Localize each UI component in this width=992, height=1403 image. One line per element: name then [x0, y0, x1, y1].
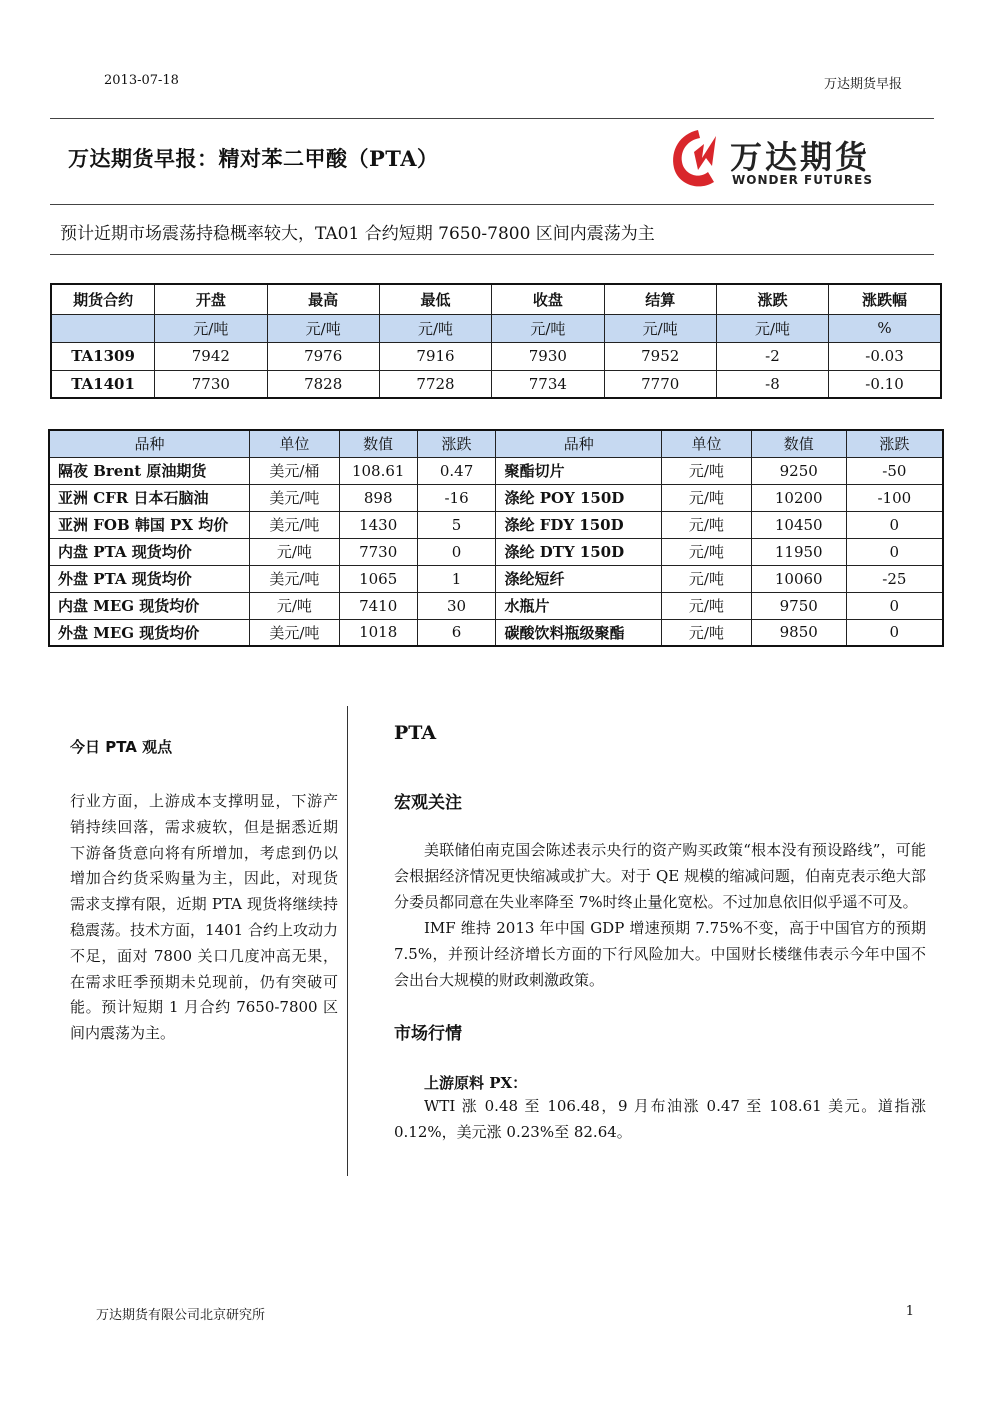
table-cell: 7828: [267, 370, 379, 398]
product-name: 碳酸饮料瓶级聚酯: [496, 619, 662, 646]
product-name: 涤纶 DTY 150D: [496, 538, 662, 565]
spot-header-row: [49, 430, 943, 457]
col-header: 涨跌: [417, 430, 496, 457]
table-cell: -50: [846, 457, 943, 484]
table-row: [49, 619, 943, 646]
product-name: 内盘 PTA 现货均价: [49, 538, 249, 565]
table-cell: -25: [846, 565, 943, 592]
table-cell: 6: [417, 619, 496, 646]
table-cell: 7730: [339, 538, 417, 565]
table-cell: 7942: [155, 342, 267, 370]
product-name: 外盘 PTA 现货均价: [49, 565, 249, 592]
macro-paragraph: IMF 维持 2013 年中国 GDP 增速预期 7.75%不变，高于中国官方的预期 7.5%，并预计经济增长方面的下行风险加大。中国财长楼继伟表示今年中国不会出台大规模的财政刺激政策。: [394, 919, 926, 989]
futures-header-row: [51, 284, 941, 314]
contract-code: TA1309: [51, 342, 155, 370]
table-cell: 元/吨: [662, 619, 752, 646]
table-cell: 元/吨: [249, 592, 339, 619]
unit-cell: 元/吨: [604, 314, 716, 342]
col-header: 品种: [496, 430, 662, 457]
col-header: 单位: [662, 430, 752, 457]
table-cell: 7976: [267, 342, 379, 370]
upstream-subheading: 上游原料 PX：: [424, 1074, 528, 1092]
table-row: [49, 538, 943, 565]
table-row: [49, 565, 943, 592]
contract-code: TA1401: [51, 370, 155, 398]
col-header: 最高: [267, 284, 379, 314]
table-cell: 元/吨: [662, 484, 752, 511]
footer-company: 万达期货有限公司北京研究所: [96, 1308, 266, 1323]
table-cell: 美元/吨: [249, 619, 339, 646]
product-name: 聚酯切片: [496, 457, 662, 484]
table-cell: 10450: [751, 511, 846, 538]
product-name: 涤纶短纤: [496, 565, 662, 592]
col-header: 结算: [604, 284, 716, 314]
wonder-logo-icon: [668, 126, 728, 192]
macro-paragraph: 美联储伯南克国会陈述表示央行的资产购买政策“根本没有预设路线”，可能会根据经济情况更快缩减或扩大。对于 QE 规模的缩减问题，伯南克表示绝大部分委员都同意在失业率降至 7%时终止量化宽松。不过加息依旧似乎遥不可及。: [394, 841, 926, 911]
page-title: 万达期货早报：精对苯二甲酸（PTA）: [68, 146, 439, 171]
unit-cell: %: [829, 314, 941, 342]
unit-cell: 元/吨: [716, 314, 828, 342]
table-cell: 7734: [492, 370, 604, 398]
table-cell: 元/吨: [662, 538, 752, 565]
product-name: 亚洲 CFR 日本石脑油: [49, 484, 249, 511]
title-divider: [50, 204, 934, 205]
col-header: 开盘: [155, 284, 267, 314]
table-row: [49, 457, 943, 484]
product-name: 涤纶 POY 150D: [496, 484, 662, 511]
unit-cell: 元/吨: [379, 314, 491, 342]
table-cell: 元/吨: [662, 457, 752, 484]
table-cell: 7930: [492, 342, 604, 370]
table-cell: 30: [417, 592, 496, 619]
table-row: [49, 511, 943, 538]
table-cell: -16: [417, 484, 496, 511]
table-row: [49, 592, 943, 619]
table-cell: -8: [716, 370, 828, 398]
table-cell: -0.10: [829, 370, 941, 398]
report-date: 2013-07-18: [104, 73, 179, 88]
spot-price-table: [48, 429, 944, 647]
table-cell: 10060: [751, 565, 846, 592]
table-cell: 美元/吨: [249, 484, 339, 511]
product-name: 涤纶 FDY 150D: [496, 511, 662, 538]
col-header: 期货合约: [51, 284, 155, 314]
header-divider: [50, 118, 934, 119]
table-cell: 1430: [339, 511, 417, 538]
table-cell: 9750: [751, 592, 846, 619]
col-header: 单位: [249, 430, 339, 457]
product-name: 外盘 MEG 现货均价: [49, 619, 249, 646]
table-cell: 元/吨: [662, 565, 752, 592]
summary-divider: [50, 254, 934, 255]
table-row: [49, 484, 943, 511]
unit-cell: 元/吨: [155, 314, 267, 342]
table-cell: 元/吨: [662, 592, 752, 619]
logo-chinese-text: 万达期货: [730, 138, 871, 176]
table-cell: 1018: [339, 619, 417, 646]
col-header: 最低: [379, 284, 491, 314]
table-cell: 美元/吨: [249, 511, 339, 538]
company-logo: [668, 124, 898, 194]
table-cell: 1: [417, 565, 496, 592]
logo-english-text: WONDER FUTURES: [732, 173, 874, 187]
table-cell: 108.61: [339, 457, 417, 484]
table-cell: 10200: [751, 484, 846, 511]
table-cell: 元/吨: [662, 511, 752, 538]
market-heading: 市场行情: [394, 1024, 462, 1044]
table-cell: 0: [846, 592, 943, 619]
product-name: 内盘 MEG 现货均价: [49, 592, 249, 619]
table-cell: 11950: [751, 538, 846, 565]
table-cell: 9250: [751, 457, 846, 484]
main-commentary: [394, 722, 926, 1145]
unit-cell: 元/吨: [267, 314, 379, 342]
summary-line: 预计近期市场震荡持稳概率较大，TA01 合约短期 7650-7800 区间内震荡为主: [60, 224, 655, 244]
table-cell: 7770: [604, 370, 716, 398]
upstream-paragraph: WTI 涨 0.48 至 106.48，9 月布油涨 0.47 至 108.61 美元。道指涨 0.12%，美元涨 0.23%至 82.64。: [394, 1097, 926, 1141]
product-name: 水瓶片: [496, 592, 662, 619]
table-cell: 元/吨: [249, 538, 339, 565]
table-row: [51, 370, 941, 398]
table-cell: -2: [716, 342, 828, 370]
table-cell: 0: [846, 619, 943, 646]
col-header: 收盘: [492, 284, 604, 314]
table-cell: -0.03: [829, 342, 941, 370]
col-header: 品种: [49, 430, 249, 457]
macro-heading: 宏观关注: [394, 793, 462, 813]
product-name: 隔夜 Brent 原油期货: [49, 457, 249, 484]
table-cell: 7728: [379, 370, 491, 398]
table-cell: 0.47: [417, 457, 496, 484]
sidebar-body: 行业方面，上游成本支撑明显，下游产销持续回落，需求疲软，但是据悉近期下游备货意向将有所增加，考虑到仍以增加合约货采购量为主，因此，对现货需求支撑有限，近期 PTA 现货将继续持稳震荡。技术方面，1401 合约上攻动力不足，面对 7800 关口几度冲高无果，在需求旺季预期未兑现前，仍有突破可能。预计短期 1 月合约 7650-7800 区间内震荡为主。: [70, 792, 338, 1043]
table-cell: 7916: [379, 342, 491, 370]
page-number: 1: [905, 1304, 914, 1319]
table-row: [51, 342, 941, 370]
table-cell: 0: [417, 538, 496, 565]
sidebar-title: 今日 PTA 观点: [70, 738, 173, 756]
table-cell: -100: [846, 484, 943, 511]
table-cell: 898: [339, 484, 417, 511]
col-header: 数值: [339, 430, 417, 457]
product-name: 亚洲 FOB 韩国 PX 均价: [49, 511, 249, 538]
table-cell: 0: [846, 511, 943, 538]
table-cell: 美元/桶: [249, 457, 339, 484]
column-divider: [347, 706, 348, 1176]
table-cell: 1065: [339, 565, 417, 592]
table-cell: 0: [846, 538, 943, 565]
section-heading: PTA: [394, 722, 437, 744]
col-header: 涨跌: [716, 284, 828, 314]
pta-view-sidebar: [70, 736, 338, 1047]
col-header: 数值: [751, 430, 846, 457]
table-cell: 7952: [604, 342, 716, 370]
unit-cell: [51, 314, 155, 342]
unit-cell: 元/吨: [492, 314, 604, 342]
table-cell: 7410: [339, 592, 417, 619]
table-cell: 7730: [155, 370, 267, 398]
report-name: 万达期货早报: [823, 77, 902, 92]
futures-unit-row: [51, 314, 941, 342]
col-header: 涨跌幅: [829, 284, 941, 314]
col-header: 涨跌: [846, 430, 943, 457]
table-cell: 5: [417, 511, 496, 538]
futures-table: [50, 283, 942, 399]
table-cell: 9850: [751, 619, 846, 646]
table-cell: 美元/吨: [249, 565, 339, 592]
